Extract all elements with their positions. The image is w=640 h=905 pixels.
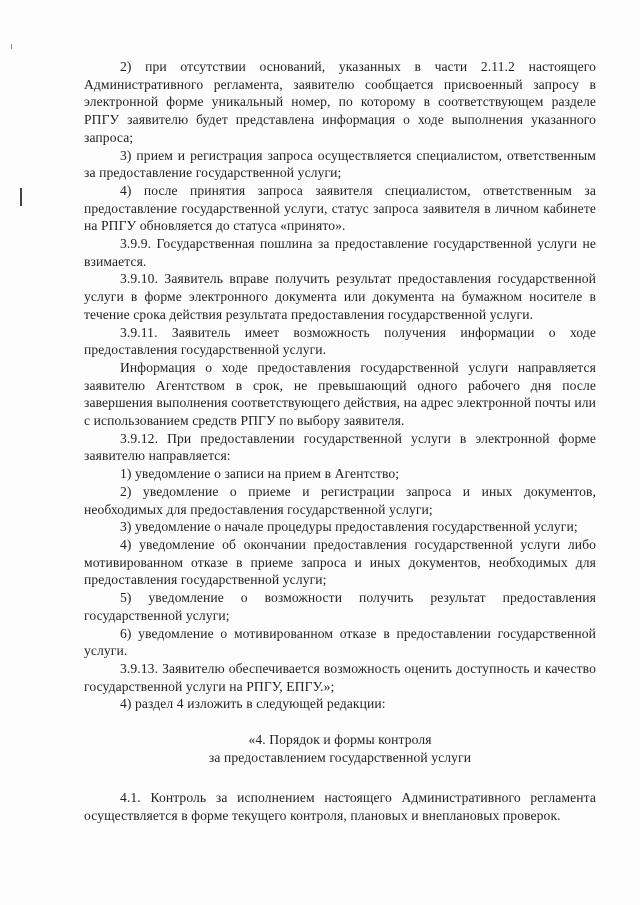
paragraph-3-9-13: 3.9.13. Заявителю обеспечивается возможность оценить доступность и качество государственной услуги на РПГУ, ЕПГУ.»; — [84, 660, 596, 694]
paragraph-4-1: 4.1. Контроль за исполнением настоящего Административного регламента осуществляется в форме текущего контроля, плановых и внеплановых проверок. — [84, 790, 596, 823]
margin-tick — [11, 44, 12, 49]
paragraph-3-9-9: 3.9.9. Государственная пошлина за предоставление государственной услуги не взимается. — [84, 236, 596, 269]
section-heading-line-1: «4. Порядок и формы контроля — [248, 732, 432, 748]
notification-item-2: 2) уведомление о приеме и регистрации запроса и иных документов, необходимых для предоставления государственной услуги; — [84, 483, 596, 517]
notification-item-5: 5) уведомление о возможности получить результат предоставления государственной услуги; — [84, 590, 596, 623]
paragraph-item-2: 2) при отсутствии оснований, указанных в части 2.11.2 настоящего Административного регламента, заявителю сообщается присвоенный запросу в электронной форме уникальный номер, по которому в соответствующем разделе РПГУ заявителю будет представлена информация о ходе выполнения указанного запроса; — [84, 59, 596, 145]
margin-mark — [20, 188, 22, 206]
paragraph-3-9-11: 3.9.11. Заявитель имеет возможность получения информации о ходе предоставления государственной услуги. — [84, 324, 596, 358]
notification-item-1: 1) уведомление о записи на прием в Агентство; — [120, 466, 400, 482]
paragraph-item-4: 4) после принятия запроса заявителя специалистом, ответственным за предоставление государственной услуги, статус запроса заявителя в личном кабинете на РПГУ обновляется до статуса «принято». — [84, 182, 596, 234]
paragraph-3-9-12: 3.9.12. При предоставлении государственной услуги в электронной форме заявителю направляется: — [84, 430, 596, 464]
notification-item-6: 6) уведомление о мотивированном отказе в предоставлении государственной услуги. — [84, 625, 596, 659]
document-body — [84, 58, 596, 824]
notification-item-4: 4) уведомление об окончании предоставления государственной услуги либо мотивированном отказе в приеме запроса и иных документов, необходимых для предоставления государственной услуги; — [84, 536, 596, 588]
section-heading-line-2: за предоставлением государственной услуги — [208, 750, 472, 766]
paragraph-section-4-instruction: 4) раздел 4 изложить в следующей редакции: — [120, 696, 386, 712]
notification-item-3: 3) уведомление о начале процедуры предоставления государственной услуги; — [120, 519, 578, 535]
paragraph-info: Информация о ходе предоставления государственной услуги направляется заявителю Агентством в срок, не превышающий одного рабочего дня после завершения выполнения соответствующего действия, на адрес электронной почты или с использованием средств РПГУ по выбору заявителя. — [84, 359, 596, 429]
paragraph-3-9-10: 3.9.10. Заявитель вправе получить результат предоставления государственной услуги в форме электронного документа или документа на бумажном носителе в течение срока действия результата предоставления государственной услуги. — [84, 271, 596, 322]
paragraph-item-3: 3) прием и регистрация запроса осуществляется специалистом, ответственным за предоставление государственной услуги; — [84, 147, 596, 181]
